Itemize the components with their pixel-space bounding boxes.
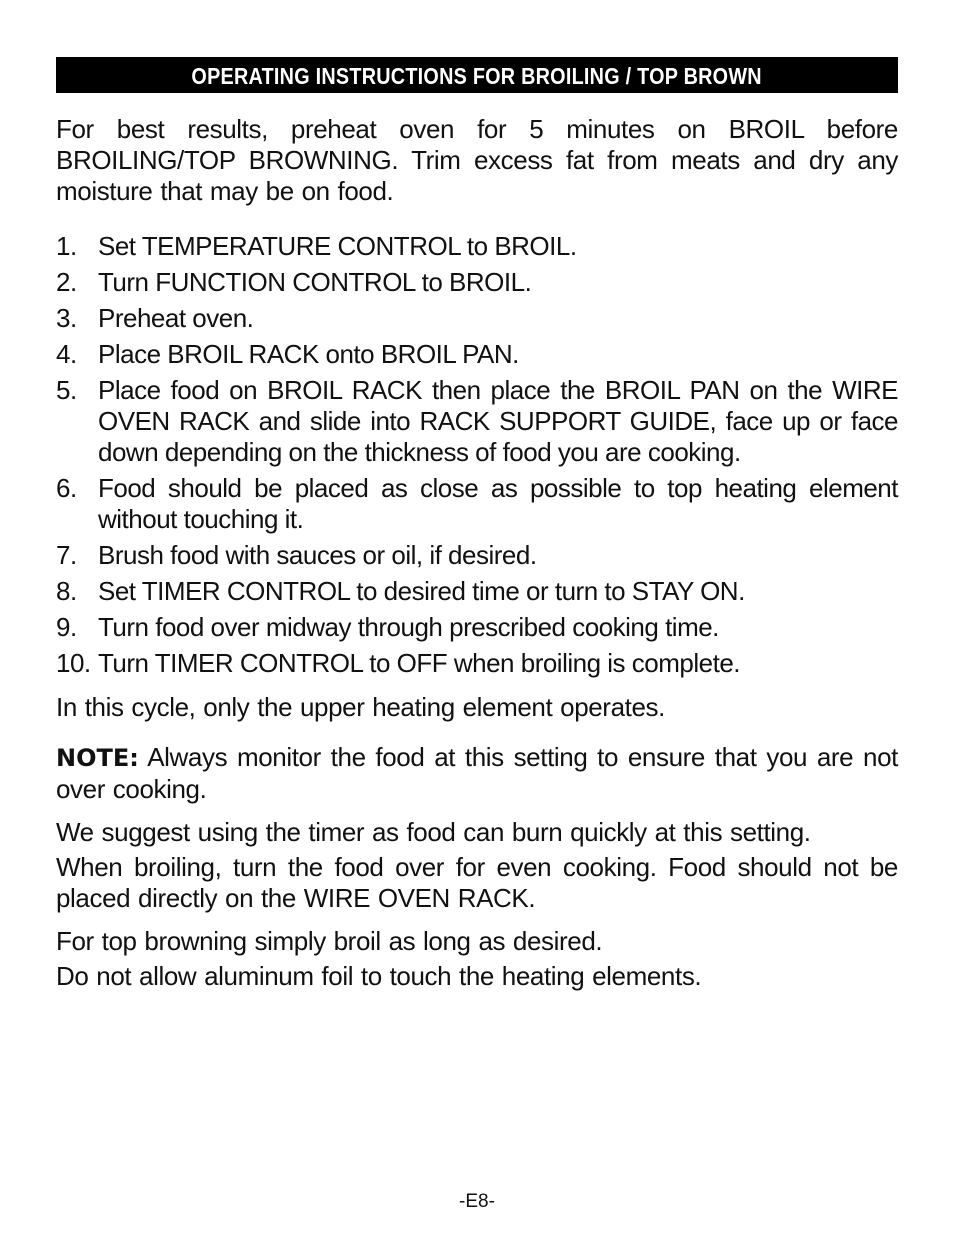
step-text: Turn FUNCTION CONTROL to BROIL. (98, 267, 532, 297)
step-item (56, 267, 898, 298)
step-number: 4. (56, 339, 77, 369)
cycle-note: In this cycle, only the upper heating element operates. (56, 692, 665, 722)
step-item (56, 576, 898, 607)
step-text: Turn food over midway through prescribed cooking time. (98, 612, 719, 642)
broiling-tip: When broiling, turn the food over for even cooking. Food should not be placed directly on the WIRE OVEN RACK. (56, 852, 898, 913)
step-number: 5. (56, 375, 77, 405)
step-text: Food should be placed as close as possible to top heating element without touching it. (98, 473, 898, 534)
document-page (56, 57, 898, 992)
step-text: Set TIMER CONTROL to desired time or turn to STAY ON. (98, 576, 745, 606)
step-number: 2. (56, 267, 77, 297)
note-paragraph (56, 742, 898, 805)
step-number: 8. (56, 576, 77, 606)
step-number: 1. (56, 231, 77, 261)
step-item (56, 375, 898, 468)
section-title: OPERATING INSTRUCTIONS FOR BROILING / TOP BROWN (191, 63, 763, 89)
steps-list (56, 231, 898, 679)
step-number: 3. (56, 303, 77, 333)
step-number: 7. (56, 540, 77, 570)
step-text: Place food on BROIL RACK then place the BROIL PAN on the WIRE OVEN RACK and slide into RACK SUPPORT GUIDE, face up or face down depending on the thickness of food you are cooking. (98, 375, 898, 467)
step-text: Set TEMPERATURE CONTROL to BROIL. (98, 231, 577, 261)
step-text: Turn TIMER CONTROL to OFF when broiling is complete. (98, 648, 741, 678)
step-item (56, 473, 898, 535)
step-text: Place BROIL RACK onto BROIL PAN. (98, 339, 519, 369)
step-item (56, 612, 898, 643)
note-label: NOTE: (56, 744, 139, 772)
timer-suggestion: We suggest using the timer as food can burn quickly at this setting. (56, 817, 811, 847)
step-item (56, 339, 898, 370)
step-item (56, 303, 898, 334)
step-number: 10. (56, 648, 91, 678)
step-text: Preheat oven. (98, 303, 254, 333)
intro-paragraph: For best results, preheat oven for 5 minutes on BROIL before BROILING/TOP BROWNING. Trim excess fat from meats and dry any moisture that may be on food. (56, 114, 898, 206)
step-number: 9. (56, 612, 77, 642)
step-item (56, 648, 898, 679)
note-text: Always monitor the food at this setting to ensure that you are not over cooking. (56, 742, 898, 804)
step-item (56, 231, 898, 262)
browning-tip: For top browning simply broil as long as desired. (56, 926, 603, 956)
step-text: Brush food with sauces or oil, if desired. (98, 540, 537, 570)
step-item (56, 540, 898, 571)
page-number: -E8- (459, 1191, 495, 1212)
foil-warning: Do not allow aluminum foil to touch the heating elements. (56, 961, 702, 991)
step-number: 6. (56, 473, 77, 503)
section-header (56, 57, 898, 93)
